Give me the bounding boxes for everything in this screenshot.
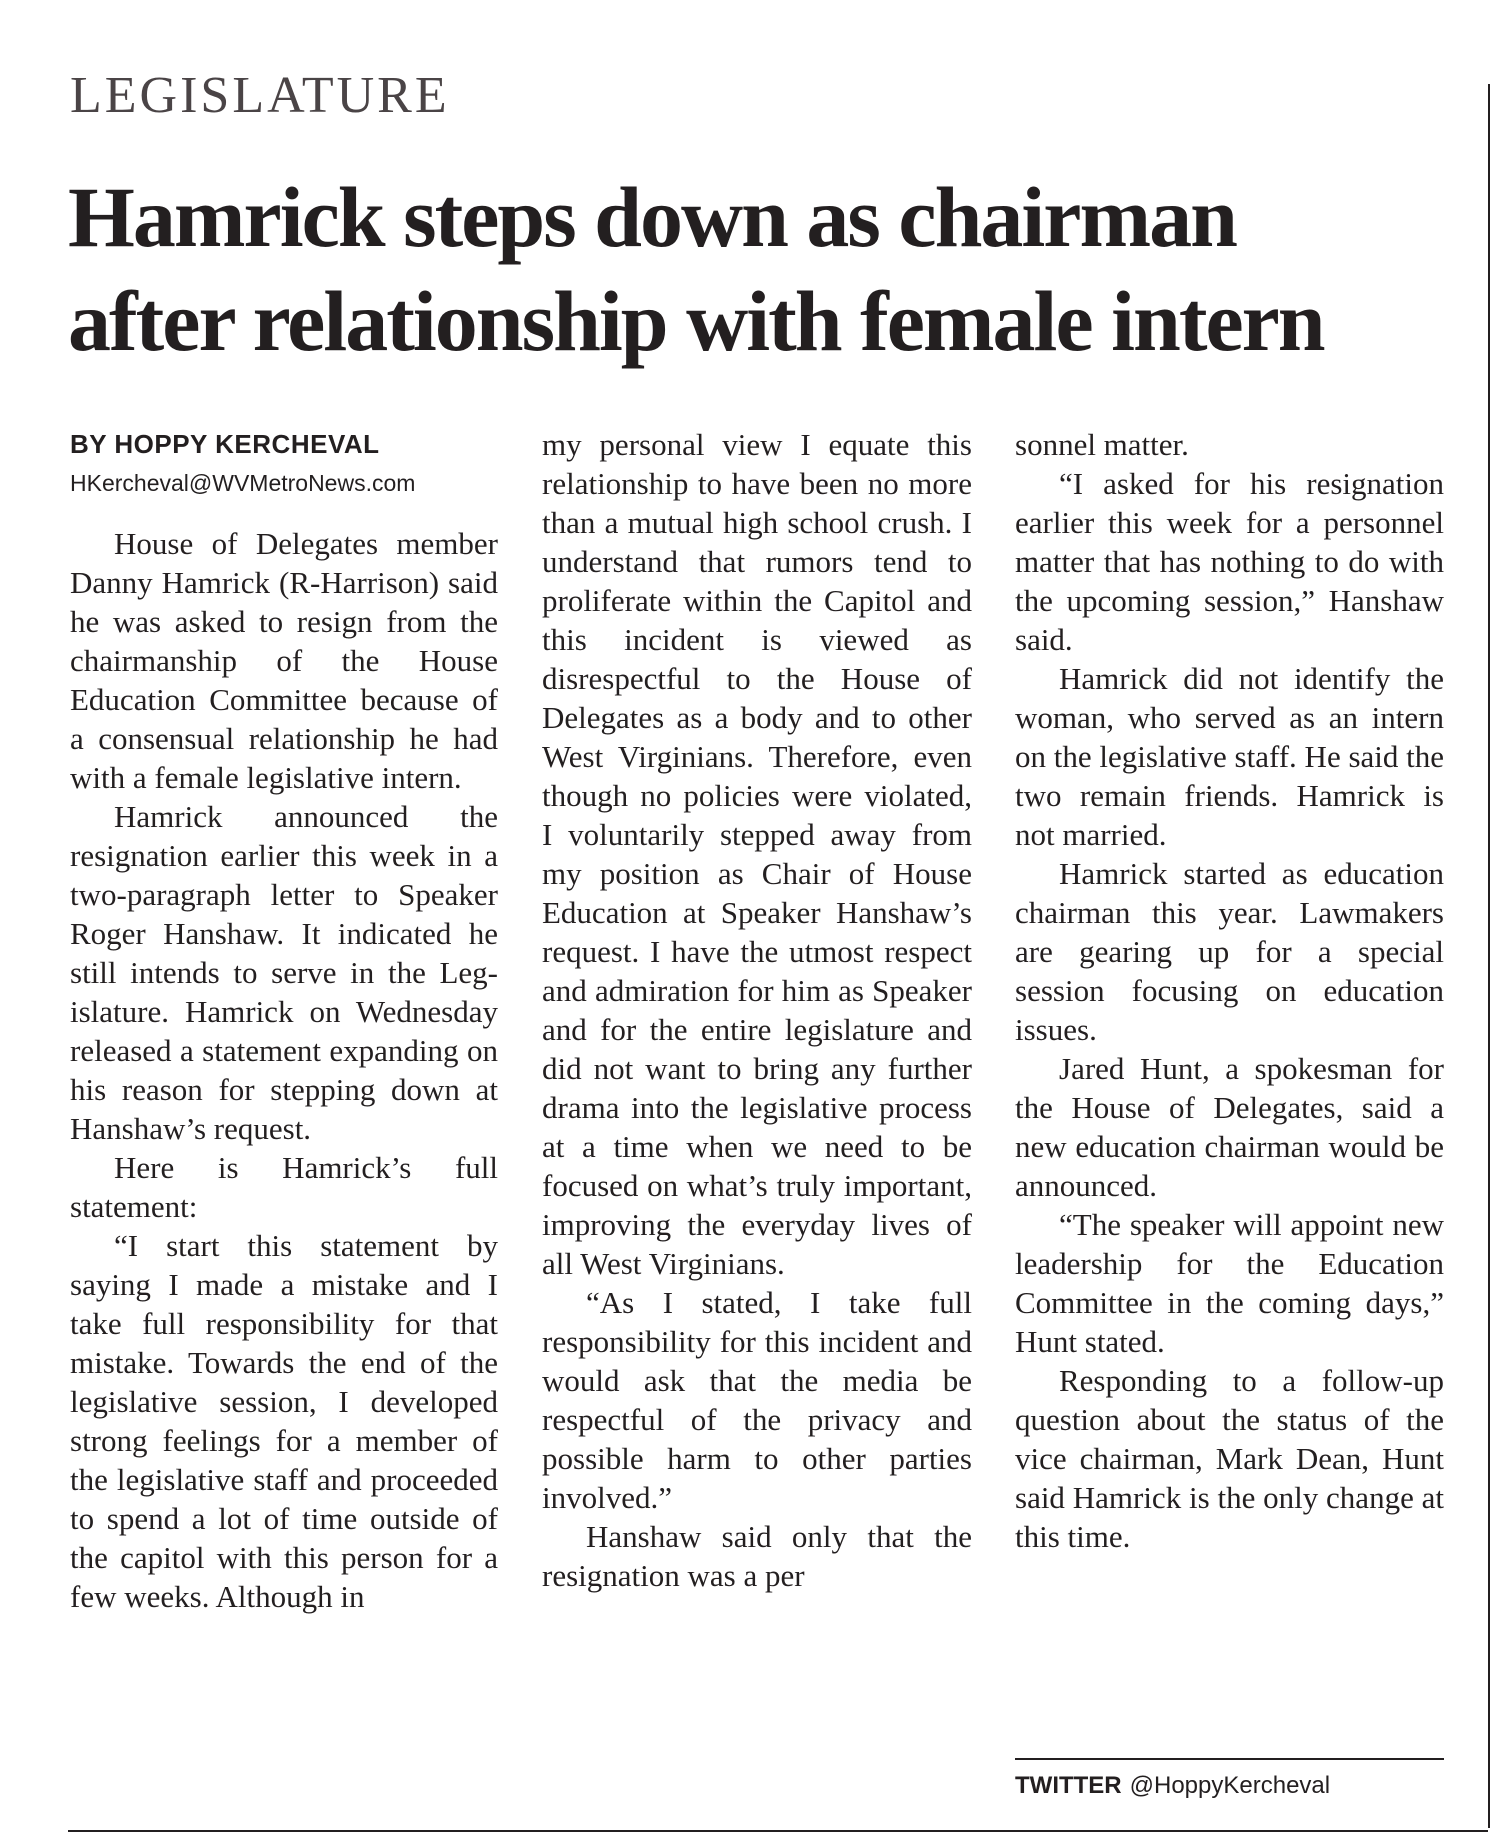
article-paragraph: House of Delegates member Danny Hamrick (R-Harrison) said he was asked to resign from the chairmanship of the House Education Committee because of a consensual relationship he had with a female legislative intern. [70,526,498,795]
article-paragraph: Jared Hunt, a spokesman for the House of Delegates, said a new education chairman would be announced. [1015,1051,1444,1203]
headline-line-1: Hamrick steps down as chairman [68,169,1236,265]
article-paragraph: sonnel matter. [1015,427,1189,462]
article-column-3 [1015,425,1444,1556]
article-paragraph: “I start this statement by saying I made a mistake and I take full responsibility for that mistake. Towards the end of the legislative session, I developed strong feelings for a member of the legislative staff and proceeded to spend a lot of time outside of the capitol with this person for a few weeks. Although in [70,1228,498,1614]
article-paragraph: Hamrick announced the resignation earlier this week in a two-paragraph letter to Speaker Roger Hanshaw. It indicated he still intends to serve in the Legislature. Hamrick on Wednesday released a statement expanding on his reason for stepping down at Hanshaw’s request. [70,799,498,1146]
article-column-2 [542,425,972,1595]
article-paragraph: “The speaker will appoint new leadership for the Education Committee in the coming days,” Hunt stated. [1015,1207,1444,1359]
twitter-label: TWITTER [1015,1772,1122,1799]
section-label: LEGISLATURE [70,67,450,124]
headline [68,165,1488,373]
article-paragraph: “As I stated, I take full responsibility for this incident and would ask that the media be respectful of the privacy and possible harm to other parties involved.” [542,1285,972,1515]
article-paragraph: Responding to a follow-up question about the status of the vice chairman, Mark Dean, Hunt said Hamrick is the only change at this time. [1015,1363,1444,1554]
article-paragraph: my personal view I equate this relationship to have been no more than a mutual high school crush. I understand that rumors tend to proliferate within the Capitol and this incident is viewed as disrespectful to the House of Delegates as a body and to other West Virginians. Therefore, even though no policies were violated, I voluntarily stepped away from my position as Chair of House Education at Speaker Hanshaw’s request. I have the utmost respect and admiration for him as Speaker and for the entire legislature and did not want to bring any further drama into the legislative process at a time when we need to be focused on what’s truly important, improving the everyday lives of all West Virginians. [542,427,972,1281]
article-paragraph: Here is Hamrick’s full statement: [70,1150,498,1224]
right-column-rule [1488,84,1490,1828]
article-paragraph: Hanshaw said only that the resignation was a per [542,1519,972,1593]
author-email[interactable]: HKercheval@WVMetroNews.com [70,470,416,496]
byline: BY HOPPY KERCHEVAL [70,429,380,459]
article-paragraph: Hamrick started as education chairman this year. Lawmakers are gearing up for a special session focusing on education issues. [1015,856,1444,1047]
twitter-handle[interactable]: @HoppyKercheval [1129,1772,1331,1799]
bottom-rule [68,1830,1488,1832]
article-column-1 [70,425,498,1616]
article-paragraph: “I asked for his resignation earlier this week for a personnel matter that has nothing to do with the upcoming session,” Hanshaw said. [1015,466,1444,657]
twitter-credit [1015,1758,1444,1800]
headline-line-2: after relationship with female intern [68,273,1324,369]
article-paragraph: Hamrick did not identify the woman, who served as an intern on the legislative staff. He said the two remain friends. Hamrick is not married. [1015,661,1445,852]
